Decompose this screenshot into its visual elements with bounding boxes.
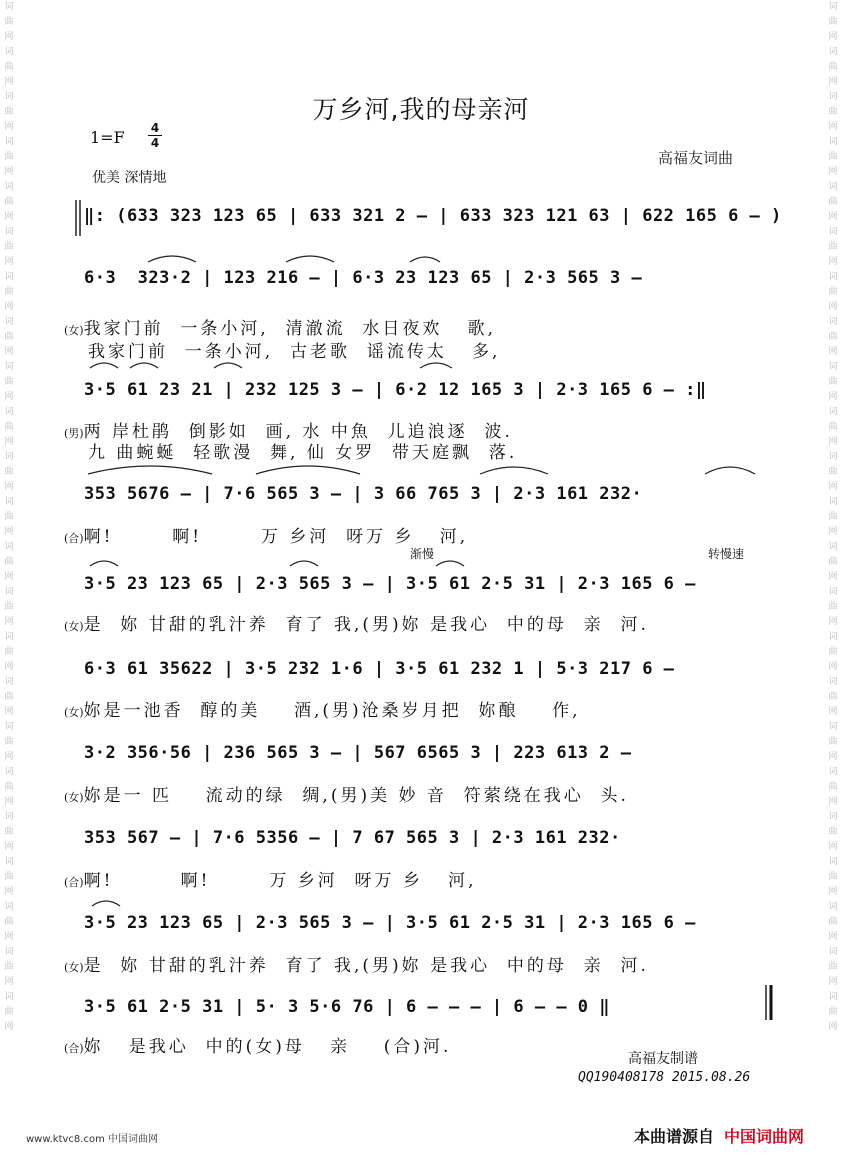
voice-tag: (合) [64, 876, 84, 889]
voice-tag: (女) [64, 961, 84, 974]
voice-tag: (女) [64, 324, 84, 337]
notation-line-3: 3·5 61 23 21 | 232 125 3 – | 6·2 12 165 3 | 2·3 165 6 – :‖ [84, 380, 707, 400]
lyric-text: 啊! 啊! 万 乡河 呀万 乡 河, [83, 871, 477, 891]
voice-tag: (女) [64, 620, 84, 633]
lyric-text: 两 岸杜鹃 倒影如 画, 水 中魚 儿追浪逐 波. [83, 422, 513, 442]
notation-line-8: 353 567 – | 7·6 5356 – | 7 67 565 3 | 2·3 161 232· [84, 828, 621, 848]
lyric-text: 我家门前 一条小河, 古老歌 谣流传太 多, [88, 342, 501, 362]
lyric-text: 妳是一 匹 流动的绿 绸,(男)美 妙 音 符萦绕在我心 头. [83, 786, 629, 806]
lyric-text: 是 妳 甘甜的乳汁养 育了 我,(男)妳 是我心 中的母 亲 河. [83, 956, 649, 976]
notation-line-5: 3·5 23 123 65 | 2·3 565 3 – | 3·5 61 2·5 31 | 2·3 165 6 – [84, 574, 696, 594]
notation-line-7: 3·2 356·56 | 236 565 3 – | 567 6565 3 | 223 613 2 – [84, 743, 632, 763]
ritardando-cue: 渐慢 [410, 547, 435, 561]
watermark-right: 词曲网词曲网词曲网词曲网词曲网词曲网词曲网词曲网词曲网词曲网词曲网词曲网词曲网词曲网词曲网词曲网词曲网词曲网词曲网词曲网词曲网词曲网词曲网 [828, 2, 838, 1032]
tempo-marking: 优美 深情地 [92, 170, 167, 186]
footer-source-label: 本曲谱源自 [633, 1127, 714, 1146]
key-signature: 1=F [90, 128, 125, 147]
score-maker: 高福友制谱 [628, 1051, 698, 1067]
notation-line-4: 353 5676 – | 7·6 565 3 – | 3 66 765 3 | 2·3 161 232· [84, 484, 643, 504]
notation-line-2: 6·3 323·2 | 123 216 – | 6·3 23 123 65 | 2·3 565 3 – [84, 268, 643, 288]
notation-line-10: 3·5 61 2·5 31 | 5· 3 5·6 76 | 6 – – – | 6 – – 0 ‖ [84, 997, 611, 1017]
footer-site-link[interactable]: www.ktvc8.com 中国词曲网 [26, 1134, 159, 1145]
voice-tag: (女) [64, 791, 84, 804]
lyric-text: 我家门前 一条小河, 清澈流 水日夜欢 歌, [83, 319, 497, 339]
footer-source [634, 1124, 804, 1147]
notation-line-1: ‖: (633 323 123 65 | 633 321 2 – | 633 323 121 63 | 622 165 6 – ) [84, 206, 782, 226]
voice-tag: (合) [64, 1042, 84, 1055]
song-title: 万乡河,我的母亲河 [312, 95, 530, 124]
lyric-text: 九 曲蜿蜒 轻歌漫 舞, 仙 女罗 带天庭飘 落. [88, 443, 518, 463]
voice-tag: (合) [64, 532, 84, 545]
watermark-left: 词曲网词曲网词曲网词曲网词曲网词曲网词曲网词曲网词曲网词曲网词曲网词曲网词曲网词曲网词曲网词曲网词曲网词曲网词曲网词曲网词曲网词曲网词曲网 [4, 2, 14, 1032]
maker-signature: QQ190408178 2015.08.26 [578, 1070, 751, 1085]
lyric-text: 妳 是我心 中的(女)母 亲 (合)河. [83, 1037, 452, 1057]
voice-tag: (女) [64, 706, 84, 719]
notation-line-9: 3·5 23 123 65 | 2·3 565 3 – | 3·5 61 2·5 31 | 2·3 165 6 – [84, 913, 696, 933]
lyric-text: 啊! 啊! 万 乡河 呀万 乡 河, [83, 527, 469, 547]
time-sig-bottom: 4 [150, 136, 160, 150]
tempo-change-cue: 转慢速 [708, 547, 745, 561]
lyric-text: 妳是一池香 醇的美 酒,(男)沧桑岁月把 妳酿 作, [83, 701, 581, 721]
time-sig-top: 4 [150, 121, 160, 135]
voice-tag: (男) [64, 427, 84, 440]
lyric-text: 是 妳 甘甜的乳汁养 育了 我,(男)妳 是我心 中的母 亲 河. [83, 615, 649, 635]
footer-brand-link[interactable]: 中国词曲网 [723, 1127, 804, 1146]
notation-line-6: 6·3 61 35622 | 3·5 232 1·6 | 3·5 61 232 1 | 5·3 217 6 – [84, 659, 675, 679]
composer-credit: 高福友词曲 [658, 149, 734, 167]
